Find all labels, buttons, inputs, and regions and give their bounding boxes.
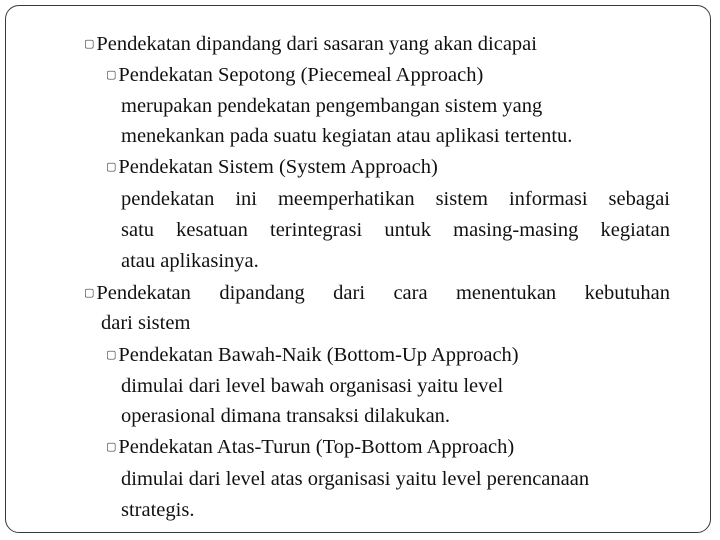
- bullet-icon: ▢: [106, 349, 117, 361]
- item-2-1-title-text: Pendekatan Bawah-Naik (Bottom-Up Approach): [118, 344, 519, 366]
- item-2-1-title: [106, 343, 519, 367]
- item-1-2-desc-line-2: satu kesatuan terintegrasi untuk masing-masing kegiatan: [121, 219, 670, 241]
- item-1-2-title: [106, 155, 438, 179]
- section-2-heading-line-1: [84, 281, 670, 305]
- item-2-2-title-text: Pendekatan Atas-Turun (Top-Bottom Approach): [118, 436, 515, 458]
- bullet-icon: ▢: [106, 69, 117, 81]
- section-1-heading: [84, 32, 537, 56]
- item-2-2-desc-line-2: strategis.: [121, 499, 195, 521]
- bullet-icon: ▢: [106, 441, 117, 453]
- item-2-1-desc-line-2: operasional dimana transaksi dilakukan.: [121, 405, 451, 427]
- item-1-1-desc-line-1: merupakan pendekatan pengembangan sistem yang: [121, 95, 543, 117]
- bullet-icon: ▢: [84, 287, 95, 299]
- section-2-heading-line-1-text: Pendekatan dipandang dari cara menentukan kebutuhan: [96, 282, 670, 304]
- item-1-2-desc-line-1: pendekatan ini meemperhatikan sistem informasi sebagai: [121, 188, 670, 210]
- item-2-2-title: [106, 435, 514, 459]
- bullet-icon: ▢: [106, 161, 117, 173]
- item-1-2-title-text: Pendekatan Sistem (System Approach): [118, 156, 438, 178]
- section-1-heading-text: Pendekatan dipandang dari sasaran yang akan dicapai: [96, 33, 537, 55]
- item-2-2-desc-line-1: dimulai dari level atas organisasi yaitu level perencanaan: [121, 468, 590, 490]
- section-2-heading-line-2: dari sistem: [101, 312, 191, 334]
- item-1-1-title: [106, 63, 483, 87]
- item-2-1-desc-line-1: dimulai dari level bawah organisasi yaitu level: [121, 375, 504, 397]
- item-1-1-title-text: Pendekatan Sepotong (Piecemeal Approach): [118, 64, 484, 86]
- item-1-1-desc-line-2: menekankan pada suatu kegiatan atau aplikasi tertentu.: [121, 125, 573, 147]
- item-1-2-desc-line-3: atau aplikasinya.: [121, 250, 259, 272]
- bullet-icon: ▢: [84, 38, 95, 50]
